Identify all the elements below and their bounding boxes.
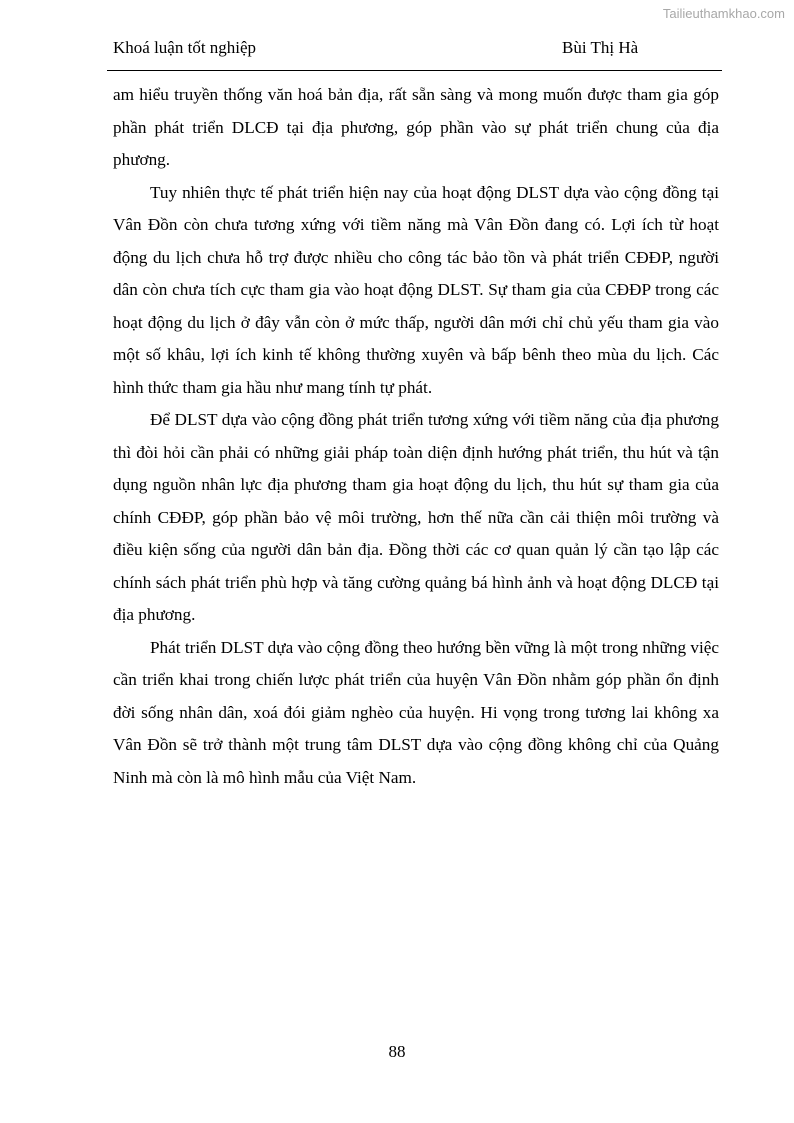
page-number: 88 <box>388 1042 406 1061</box>
paragraph-current-state: Tuy nhiên thực tế phát triển hiện nay của hoạt động DLST dựa vào cộng đồng tại Vân Đồn còn chưa tương xứng với tiềm năng mà Vân Đồn đang có. Lợi ích từ hoạt động du lịch chưa hỗ trợ được nhiều cho công tác bảo tồn và phát triển CĐĐP, người dân còn chưa tích cực tham gia vào hoạt động DLST. Sự tham gia của CĐĐP trong các hoạt động du lịch ở đây vẫn còn ở mức thấp, người dân mới chỉ chủ yếu tham gia vào một số khâu, lợi ích kinh tế không thường xuyên và bấp bênh theo mùa du lịch. Các hình thức tham gia hầu như mang tính tự phát. <box>113 182 719 397</box>
body-text <box>113 79 719 794</box>
paragraph-continuation: am hiểu truyền thống văn hoá bản địa, rất sẵn sàng và mong muốn được tham gia góp phần phát triển DLCĐ tại địa phương, góp phần vào sự phát triển chung của địa phương. <box>113 85 719 169</box>
header-title: Khoá luận tốt nghiệp <box>113 38 257 57</box>
paragraph-solutions: Để DLST dựa vào cộng đồng phát triển tương xứng với tiềm năng của địa phương thì đòi hỏi cần phải có những giải pháp toàn diện định hướng phát triển, thu hút và tận dụng nguồn nhân lực địa phương tham gia hoạt động du lịch, thu hút sự tham gia của chính CĐĐP, góp phần bảo vệ môi trường, hơn thế nữa cần cải thiện môi trường và điều kiện sống của người dân bản địa. Đồng thời các cơ quan quản lý cần tạo lập các chính sách phát triển phù hợp và tăng cường quảng bá hình ảnh và hoạt động DLCĐ tại địa phương. <box>113 410 719 624</box>
watermark: Tailieuthamkhao.com <box>662 6 785 21</box>
header-author: Bùi Thị Hà <box>562 38 639 57</box>
page-header <box>113 38 721 60</box>
paragraph-conclusion: Phát triển DLST dựa vào cộng đồng theo hướng bền vững là một trong những việc cần triển khai trong chiến lược phát triển của huyện Vân Đồn nhằm góp phần ổn định đời sống nhân dân, xoá đói giảm nghèo của huyện. Hi vọng trong tương lai không xa Vân Đồn sẽ trở thành một trung tâm DLST dựa vào cộng đồng không chỉ của Quảng Ninh mà còn là mô hình mẫu của Việt Nam. <box>113 637 719 787</box>
header-rule <box>107 70 722 71</box>
